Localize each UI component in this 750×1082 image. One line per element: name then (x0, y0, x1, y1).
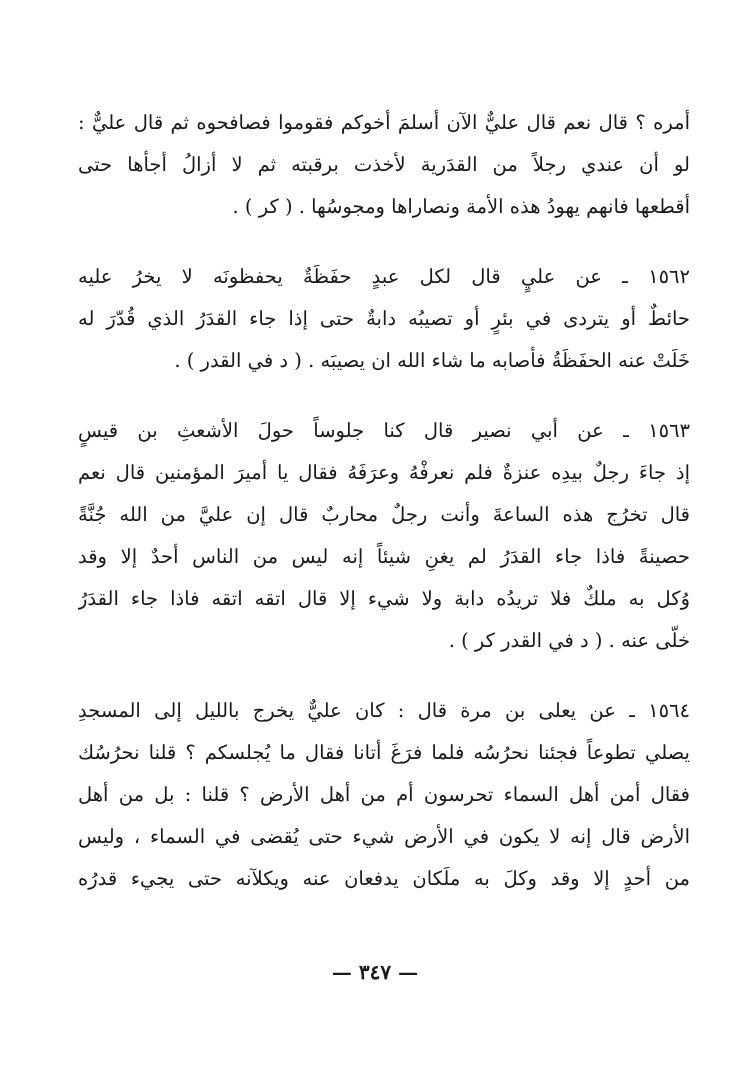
text-line: حصينةً فاذا جاء القدَرُ لم يغنِ شيئاً إنه ليس من الناس أحدٌ إلا وقد (78, 545, 690, 568)
text-line: إذ جاءَ رجلٌ بيدِه عنزةٌ فلم نعرفْهُ وعرَفَهُ فقال يا أميرَ المؤمنين قال نعم (78, 461, 690, 484)
text-line: خلّى عنه . ( د في القدر كر ) . (448, 629, 690, 652)
page-body (78, 102, 690, 900)
page-number: — ٣٤٧ — (331, 960, 419, 984)
hadith-1562 (78, 256, 690, 382)
text-line: يصلي تطوعاً فجئنا نحرُسُه فلما فرَغَ أتانا فقال ما يُجلسكم ؟ قلنا نحرُسُك (78, 741, 690, 764)
text-line: لو أن عندي رجلاً من القدَرية لأخذت برقبته ثم لا أزالُ أجأها حتى (78, 153, 690, 176)
paragraph-gap (78, 662, 690, 690)
text-line: ١٥٦٤ ـ عن يعلى بن مرة قال : كان عليٌّ يخرج بالليل إلى المسجدِ (78, 699, 690, 722)
hadith-1563 (78, 410, 690, 662)
text-line: قال تخرُج هذه الساعةَ وأنت رجلٌ محاربٌ قال إن عليَّ من الله جُنَّةً (78, 503, 690, 526)
paragraph-gap (78, 228, 690, 256)
text-line: حائطٌ أو يتردى في بئرٍ أو تصيبُه دابةٌ حتى إذا جاء القدَرُ الذي قُدّرَ له (78, 307, 690, 330)
text-line: ١٥٦٢ ـ عن عليٍ قال لكل عبدٍ حفَظَةٌ يحفظونَه لا يخرُ عليه (78, 265, 690, 288)
hadith-1564 (78, 690, 690, 900)
text-line: ١٥٦٣ ـ عن أبي نصير قال كنا جلوساً حولَ الأشعثِ بن قيسٍ (78, 419, 690, 442)
text-line: فقال أمن أهل السماء تحرسون أم من أهل الأرض ؟ قلنا : بل من أهل (78, 783, 690, 806)
text-line: خَلَتْ عنه الحفَظَةُ فأصابه ما شاء الله ان يصيبَه . ( د في القدر ) . (174, 349, 690, 372)
text-line: أمره ؟ قال نعم قال عليٌّ الآن أسلمَ أخوكم فقوموا فصافحوه ثم قال عليٌّ : (78, 111, 690, 134)
text-line: الأرض قال إنه لا يكون في الأرض شيء حتى يُقضى في السماء ، وليس (78, 825, 690, 848)
text-line: من أحدٍ إلا وقد وكلَ به ملَكان يدفعان عنه ويكلآنه حتى يجيء قدرُه (78, 867, 690, 890)
paragraph-continuation (78, 102, 690, 228)
text-line: وُكل به ملكٌ فلا تريدُه دابة ولا شيء إلا قال اتقه اتقه فاذا جاء القدَرُ (78, 587, 690, 610)
text-line: أقطعها فانهم يهودُ هذه الأمة ونصاراها ومجوسُها . ( كر ) . (232, 195, 690, 218)
paragraph-gap (78, 382, 690, 410)
